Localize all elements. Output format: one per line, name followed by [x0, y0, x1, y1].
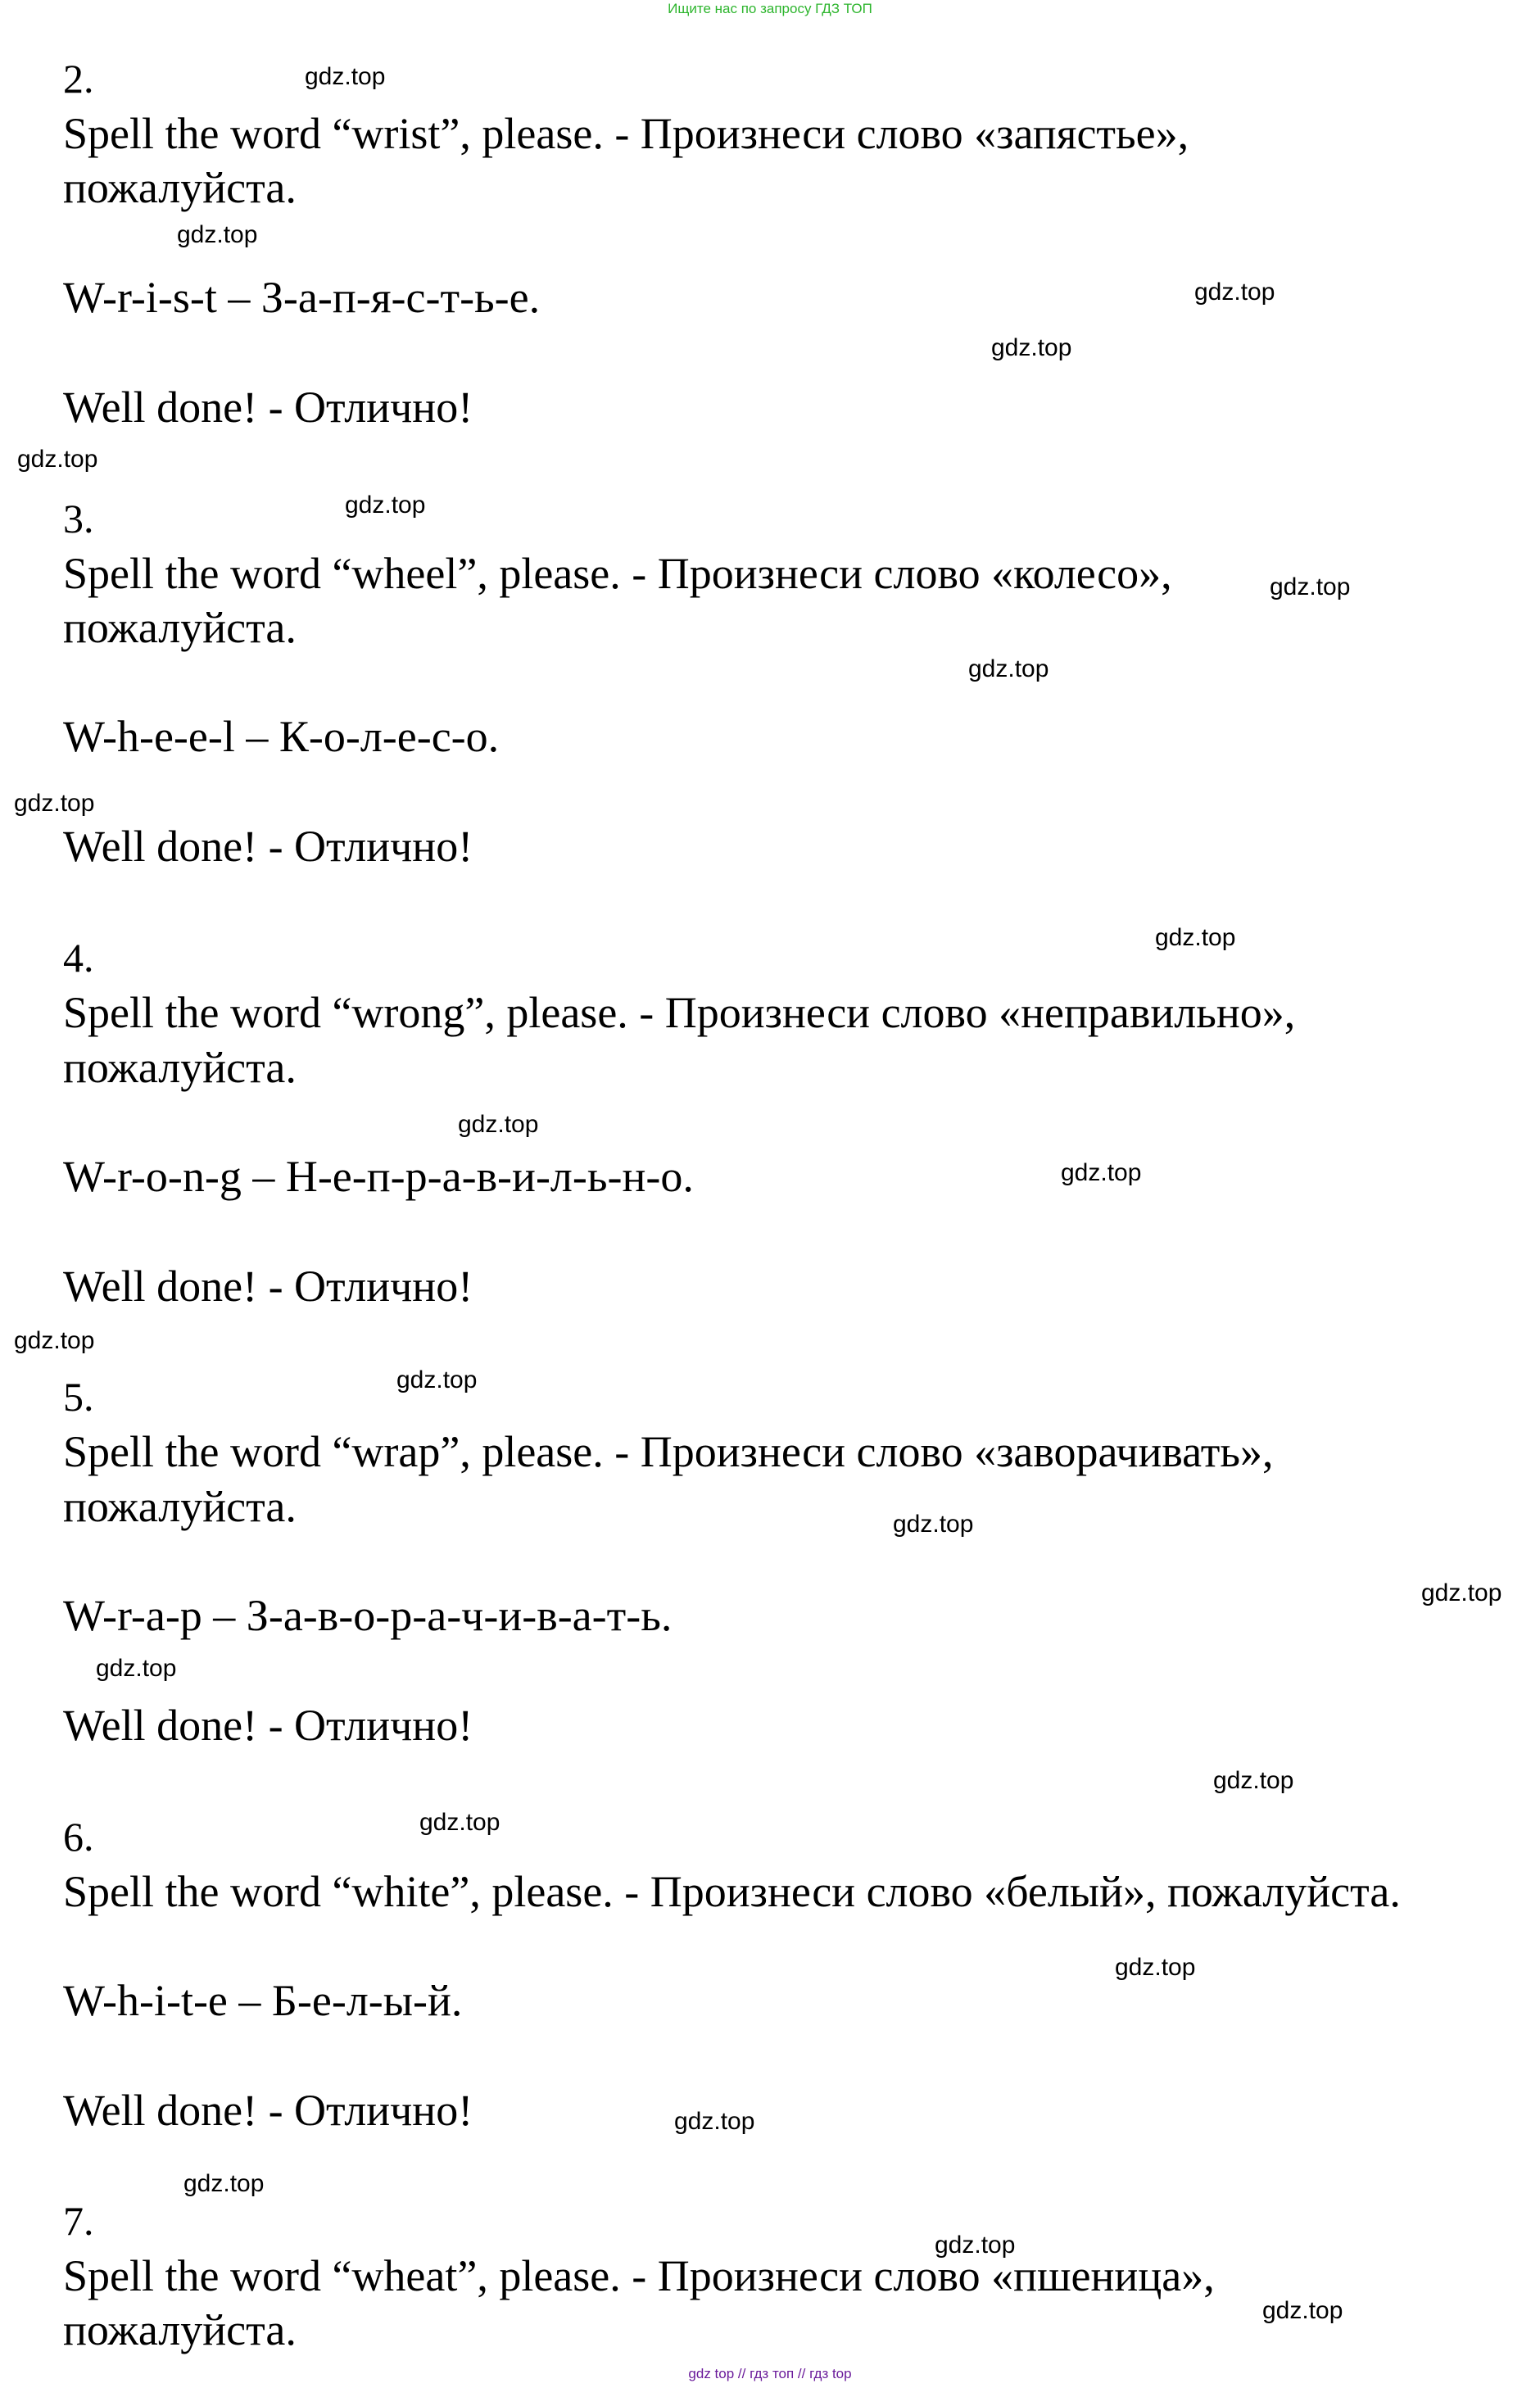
watermark: gdz.top — [396, 1366, 478, 1393]
watermark: gdz.top — [893, 1511, 974, 1538]
item-number: 6. — [63, 1814, 94, 1860]
watermark: gdz.top — [674, 2108, 755, 2135]
watermark: gdz.top — [1155, 924, 1236, 951]
request-line: Spell the word “white”, please. - Произнеси слово «белый», пожалуйста. — [63, 1867, 1401, 1916]
watermark: gdz.top — [1194, 279, 1275, 306]
watermark: gdz.top — [419, 1809, 500, 1836]
top-banner: Ищите нас по запросу ГДЗ ТОП — [668, 1, 872, 16]
watermark: gdz.top — [1213, 1767, 1294, 1794]
request-line: Spell the word “wheat”, please. - Произнеси слово «пшеница», — [63, 2251, 1215, 2300]
spelling-line: W-r-a-p – З-а-в-о-р-а-ч-и-в-а-т-ь. — [63, 1591, 673, 1640]
watermark: gdz.top — [991, 334, 1072, 361]
watermark: gdz.top — [14, 790, 95, 817]
watermark: gdz.top — [1061, 1159, 1142, 1186]
request-line: Spell the word “wrong”, please. - Произнеси слово «неправильно», — [63, 988, 1296, 1037]
spelling-line: W-r-o-n-g – Н-е-п-р-а-в-и-л-ь-н-о. — [63, 1152, 694, 1201]
item-number: 2. — [63, 56, 94, 102]
request-line-continued: пожалуйста. — [63, 603, 297, 652]
praise-line: Well done! - Отлично! — [63, 822, 473, 871]
praise-line: Well done! - Отлично! — [63, 383, 473, 432]
watermark: gdz.top — [1115, 1954, 1196, 1981]
watermark: gdz.top — [14, 1327, 95, 1354]
praise-line: Well done! - Отлично! — [63, 1262, 473, 1311]
request-line: Spell the word “wheel”, please. - Произнеси слово «колесо», — [63, 549, 1172, 598]
watermark: gdz.top — [305, 63, 386, 90]
request-line: Spell the word “wrap”, please. - Произнеси слово «заворачивать», — [63, 1427, 1274, 1476]
watermark: gdz.top — [458, 1111, 539, 1138]
request-line-continued: пожалуйста. — [63, 1482, 297, 1531]
spelling-line: W-h-i-t-e – Б-е-л-ы-й. — [63, 1976, 463, 2025]
item-number: 4. — [63, 935, 94, 981]
item-number: 3. — [63, 496, 94, 541]
request-line-continued: пожалуйста. — [63, 2305, 297, 2354]
request-line-continued: пожалуйста. — [63, 163, 297, 212]
watermark: gdz.top — [177, 221, 258, 248]
watermark: gdz.top — [183, 2170, 265, 2197]
spelling-line: W-r-i-s-t – З-а-п-я-с-т-ь-е. — [63, 273, 541, 322]
item-number: 5. — [63, 1374, 94, 1420]
request-line: Spell the word “wrist”, please. - Произнеси слово «запястье», — [63, 109, 1189, 158]
watermark: gdz.top — [17, 446, 98, 473]
spelling-line: W-h-e-e-l – К-о-л-е-с-о. — [63, 712, 500, 761]
watermark: gdz.top — [96, 1655, 177, 1682]
watermark: gdz.top — [345, 492, 426, 519]
watermark: gdz.top — [1270, 573, 1351, 600]
bottom-footer: gdz top // гдз топ // гдз top — [688, 2366, 852, 2381]
watermark: gdz.top — [935, 2232, 1016, 2259]
praise-line: Well done! - Отлично! — [63, 1701, 473, 1750]
watermark: gdz.top — [1421, 1579, 1502, 1606]
watermark: gdz.top — [1262, 2297, 1343, 2324]
praise-line: Well done! - Отлично! — [63, 2086, 473, 2135]
watermark: gdz.top — [968, 655, 1049, 682]
request-line-continued: пожалуйста. — [63, 1043, 297, 1092]
item-number: 7. — [63, 2198, 94, 2244]
